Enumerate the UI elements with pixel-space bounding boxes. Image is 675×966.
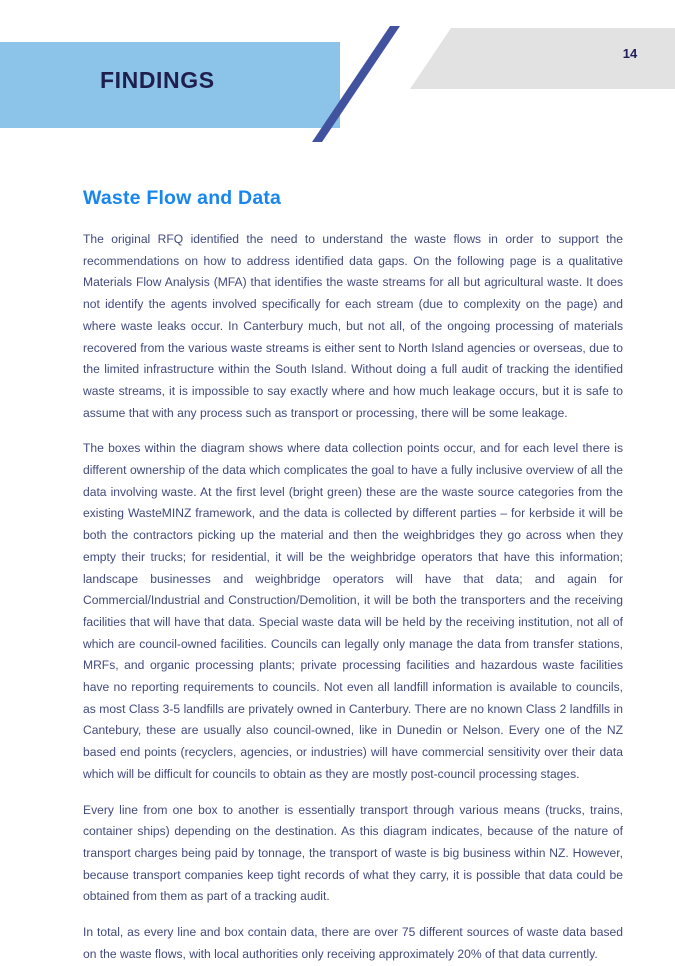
body-paragraph: The original RFQ identified the need to understand the waste flows in order to support the recommendations on how to address identified data gaps. On the following page is a qualitative Materials Flow Analysis (MFA) that identifies the waste streams for all but agricultural waste. It does not identify the agents involved specifically for each stream (due to complexity on the page) and where waste leaks occur. In Canterbury much, but not all, of the ongoing processing of materials recovered from the various waste streams is either sent to North Island agencies or overseas, due to the limited infrastructure within the South Island. Without doing a full audit of tracking the identified waste streams, it is impossible to say exactly where and how much leakage occurs, but it is safe to assume that with any process such as transport or processing, there will be some leakage. bbox=[83, 232, 623, 420]
page-number: 14 bbox=[622, 46, 638, 61]
document-body bbox=[83, 186, 623, 966]
body-paragraph: Every line from one box to another is essentially transport through various means (trucks, trains, container ships) depending on the destination. As this diagram indicates, because of the nature of transport charges being paid by tonnage, the transport of waste is big business within NZ. However, because transport companies keep tight records of what they carry, it is possible that data could be obtained from them as part of a tracking audit. bbox=[83, 802, 623, 904]
diagonal-slash-decoration bbox=[300, 20, 400, 150]
section-heading: Waste Flow and Data bbox=[83, 187, 282, 209]
page-header bbox=[0, 0, 675, 160]
page-title: FINDINGS bbox=[100, 67, 215, 93]
body-paragraph: In total, as every line and box contain data, there are over 75 different sources of waste data based on the waste flows, with local authorities only receiving approximately 20% of that data currently. bbox=[83, 925, 623, 961]
body-paragraph: The boxes within the diagram shows where data collection points occur, and for each level there is different ownership of the data which complicates the goal to have a fully inclusive overview of all the data involving waste. At the first level (bright green) these are the waste source categories from the existing WasteMINZ framework, and the data is collected by different parties – for kerbside it will be both the contractors picking up the material and then the weighbridges they go across when they empty their trucks; for residential, it will be the weighbridge operators that have this information; landscape businesses and weighbridge operators will have that data; and again for Commercial/Industrial and Construction/Demolition, it will be both the transporters and the receiving facilities that will have that data. Special waste data will be held by the receiving institution, not all of which are council-owned facilities. Councils can legally only manage the data from transfer stations, MRFs, and organic processing plants; private processing facilities and hazardous waste facilities have no reporting requirements to councils. Not even all landfill information is available to councils, as most Class 3-5 landfills are privately owned in Canterbury. There are no known Class 2 landfills in Cantebury, these are usually also council-owned, like in Dunedin or Nelson. Every one of the NZ based end points (recyclers, agencies, or industries) will have commercial sensitivity over their data which will be difficult for councils to obtain as they are mostly post-council processing stages. bbox=[83, 441, 623, 781]
